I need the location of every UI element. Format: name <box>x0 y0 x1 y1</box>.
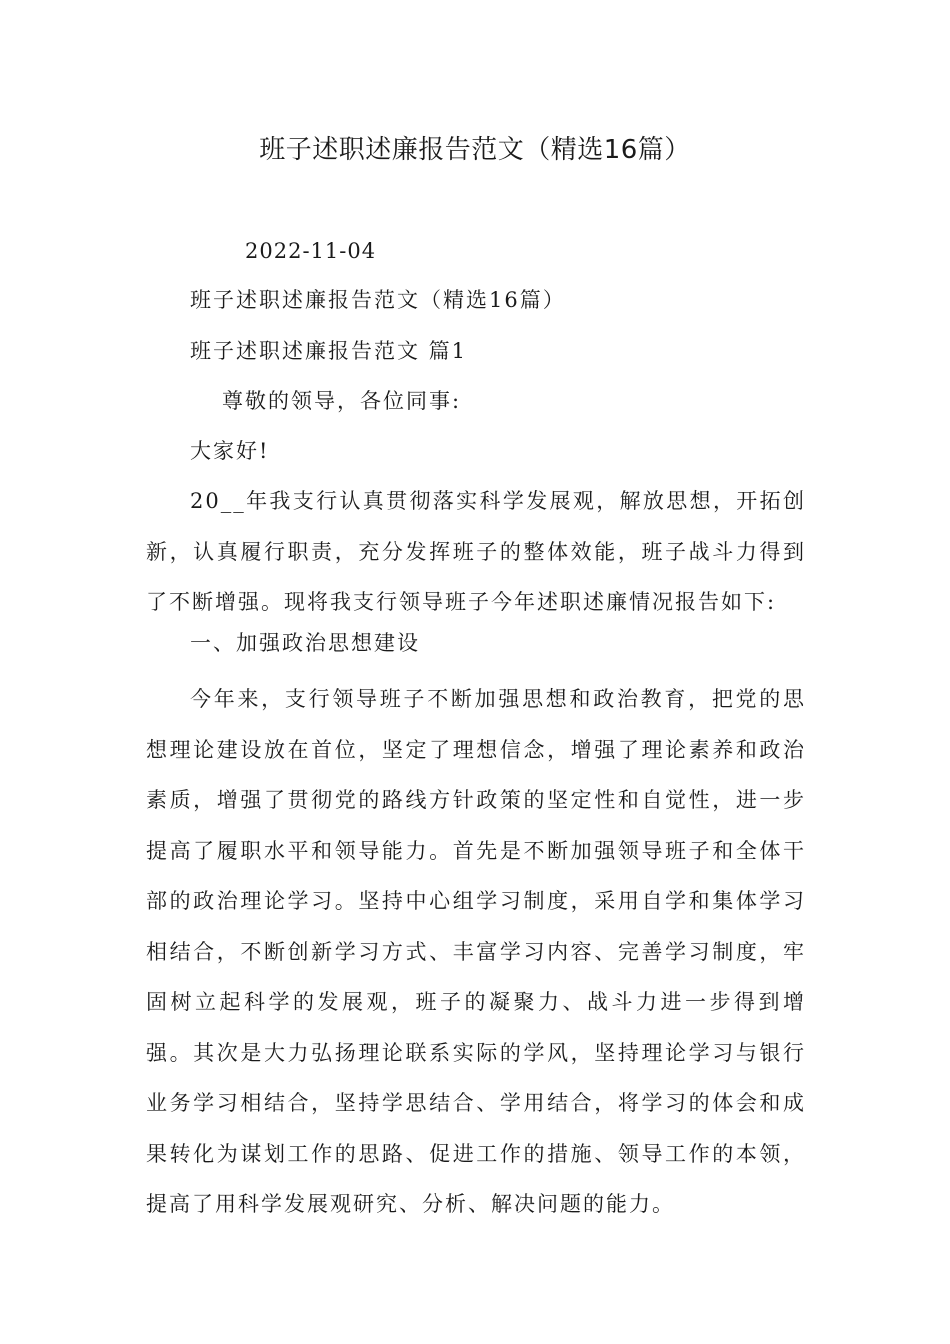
section-title: 班子述职述廉报告范文 篇1 <box>190 339 468 363</box>
intro-paragraph: 20__年我支行认真贯彻落实科学发展观，解放思想，开拓创新，认真履行职责，充分发挥班子的整体效能，班子战斗力得到了不断增强。现将我支行领导班子今年述职述廉情况报告如下: <box>146 489 806 614</box>
salutation: 尊敬的领导，各位同事: <box>222 389 462 413</box>
document-title: 班子述职述廉报告范文（精选16篇） <box>259 135 691 165</box>
document-subtitle: 班子述职述廉报告范文（精选16篇） <box>190 288 566 312</box>
greeting: 大家好! <box>190 439 270 463</box>
body-paragraph-1: 今年来，支行领导班子不断加强思想和政治教育，把党的思想理论建设放在首位，坚定了理想信念，增强了理论素养和政治素质，增强了贯彻党的路线方针政策的坚定性和自觉性，进一步提高了履职水平和领导能力。首先是不断加强领导班子和全体干部的政治理论学习。坚持中心组学习制度，采用自学和集体学习相结合，不断创新学习方式、丰富学习内容、完善学习制度，牢固树立起科学的发展观，班子的凝聚力、战斗力进一步得到增强。其次是大力弘扬理论联系实际的学风，坚持理论学习与银行业务学习相结合，坚持学思结合、学用结合，将学习的体会和成果转化为谋划工作的思路、促进工作的措施、领导工作的本领，提高了用科学发展观研究、分析、解决问题的能力。 <box>146 687 806 1216</box>
publish-date: 2022-11-04 <box>245 239 377 263</box>
section-heading-1: 一、加强政治思想建设 <box>190 631 420 655</box>
